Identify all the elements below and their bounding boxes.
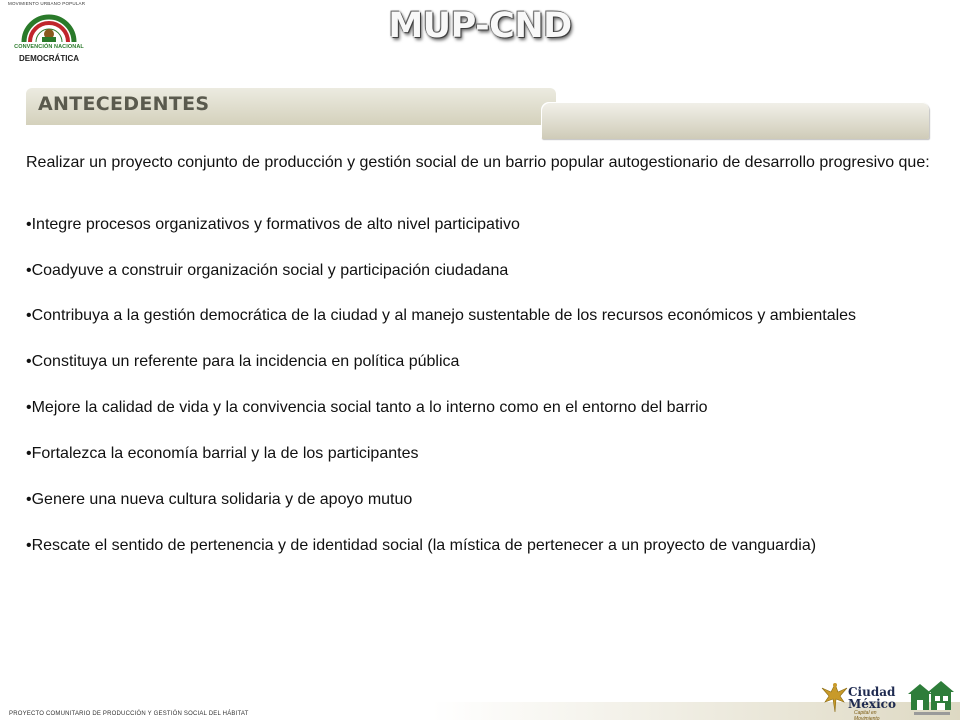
city-logo-line-1: Ciudad [848, 685, 896, 699]
section-header-tab [26, 88, 556, 125]
bullet-item: •Fortalezca la economía barrial y la de los participantes [26, 445, 419, 463]
city-logo-tagline: Capital en Movimiento [854, 710, 880, 722]
houses-icon [906, 676, 956, 718]
bullet-item: •Genere una nueva cultura solidaria y de apoyo mutuo [26, 491, 413, 509]
angel-emblem-icon [820, 680, 850, 716]
intro-paragraph: Realizar un proyecto conjunto de producción y gestión social de un barrio popular autogestionario de desarrollo progresivo que: [26, 154, 930, 171]
logo-line-1: CONVENCIÓN NACIONAL [14, 44, 84, 50]
logo-line-2: DEMOCRÁTICA [19, 54, 79, 63]
bullet-item: •Rescate el sentido de pertenencia y de identidad social (la mística de pertenecer a un proyecto de vanguardia) [26, 536, 817, 554]
footer-project-text: PROYECTO COMUNITARIO DE PRODUCCIÓN Y GESTIÓN SOCIAL DEL HÁBITAT [9, 711, 249, 717]
bullet-item: •Constituya un referente para la incidencia en política pública [26, 353, 460, 371]
decorative-tab [541, 102, 929, 139]
housing-institute-logo [906, 676, 956, 718]
city-logo-line-2: México [848, 697, 896, 711]
bullet-item: •Mejore la calidad de vida y la convivencia social tanto a lo interno como en el entorno del barrio [26, 399, 708, 417]
bullet-item: •Integre procesos organizativos y formativos de alto nivel participativo [26, 215, 520, 233]
org-arc-text: MOVIMIENTO URBANO POPULAR [8, 1, 86, 6]
bullet-item: •Contribuya a la gestión democrática de la ciudad y al manejo sustentable de los recursos económicos y ambientales [26, 307, 857, 325]
bullet-item: •Coadyuve a construir organización social y participación ciudadana [26, 261, 509, 279]
body-content [26, 152, 932, 569]
section-title: ANTECEDENTES [38, 93, 210, 115]
ciudad-de-mexico-logo [820, 680, 902, 722]
page-title: MUP-CND [388, 6, 572, 46]
